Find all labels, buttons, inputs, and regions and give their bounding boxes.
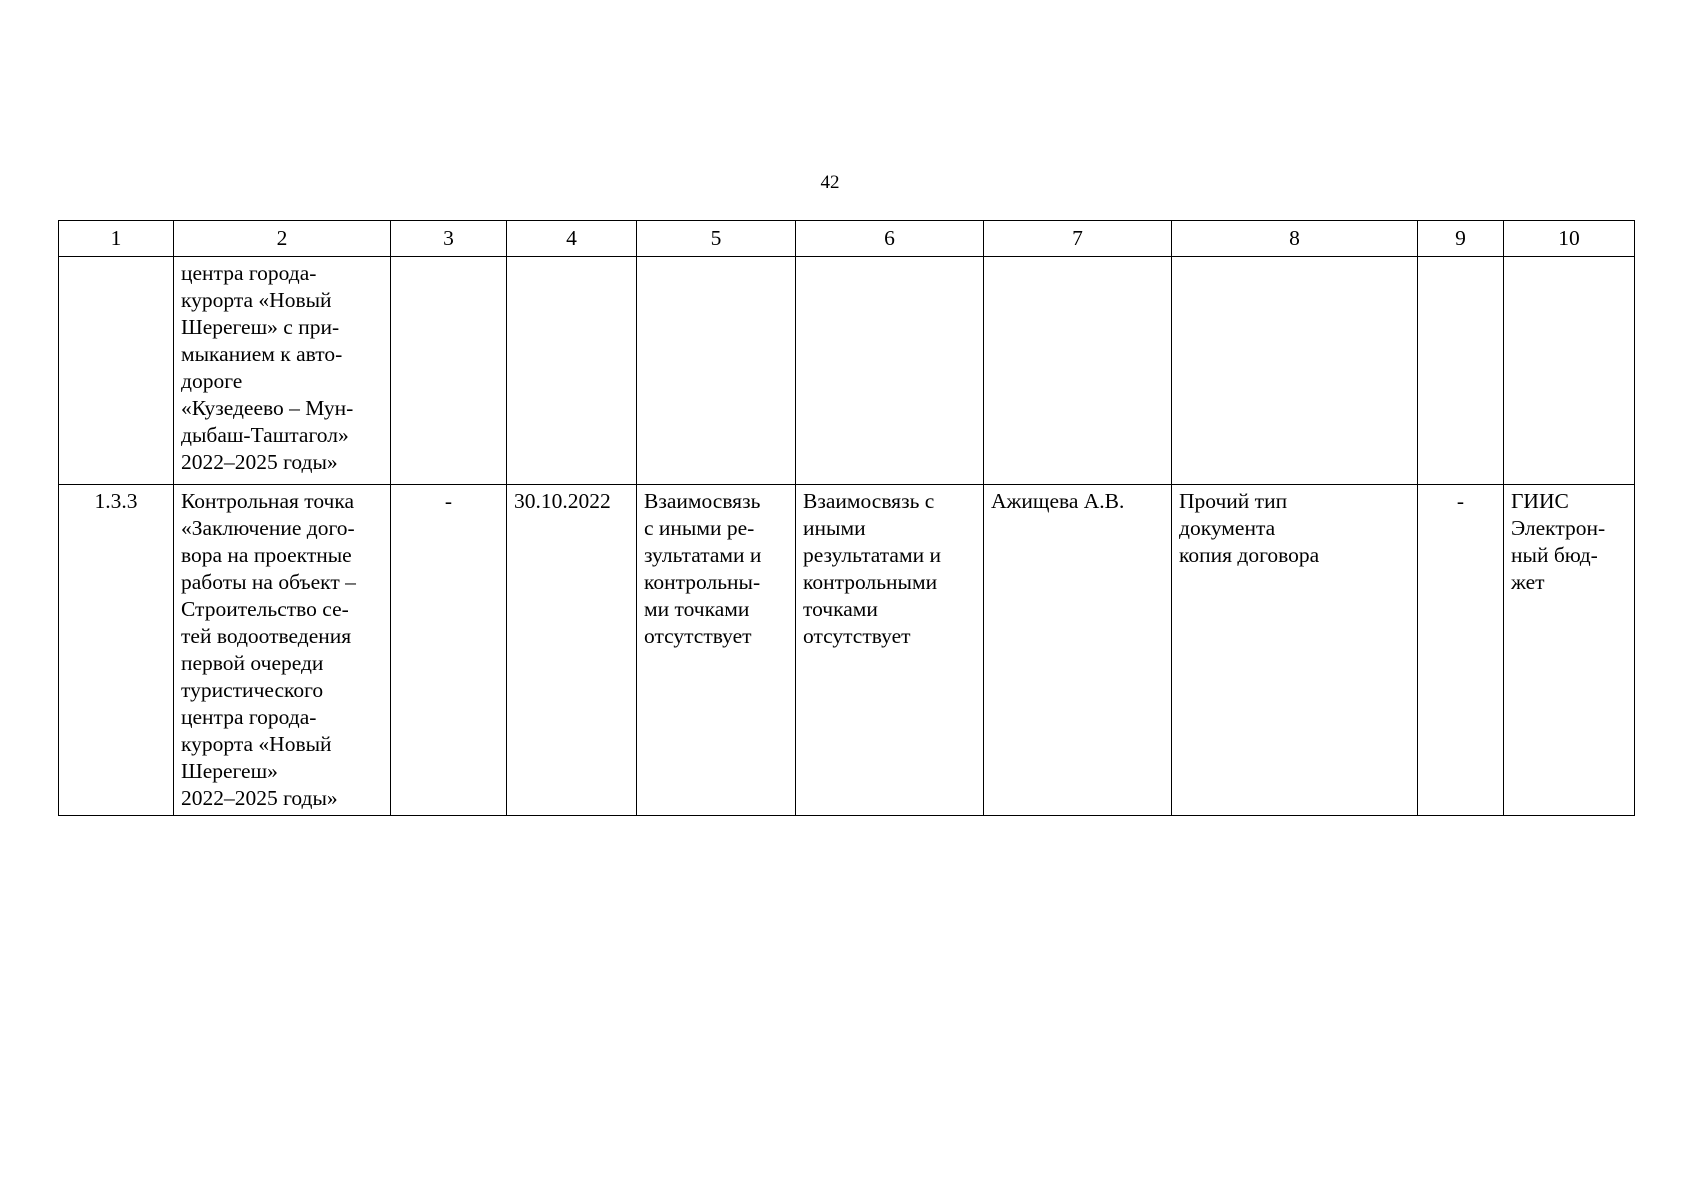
relation-line: Взаимосвязь — [644, 489, 761, 513]
column-header-4: 4 — [507, 221, 637, 257]
description-line: центра города- — [181, 705, 317, 729]
description-line: 2022–2025 годы» — [181, 450, 338, 474]
document-type-line: копия договора — [1179, 543, 1320, 567]
cell-number — [59, 257, 174, 485]
description-line: работы на объект – — [181, 570, 356, 594]
cell-document-type — [1172, 485, 1418, 816]
cell-col9: - — [1418, 485, 1504, 816]
description-line: дыбаш-Таштагол» — [181, 423, 349, 447]
column-header-6: 6 — [796, 221, 984, 257]
document-type-line: Прочий тип — [1179, 489, 1288, 513]
page-number: 42 — [820, 172, 840, 193]
cell-date — [507, 257, 637, 485]
description-line: курорта «Новый — [181, 732, 332, 756]
document-table — [58, 220, 1635, 816]
relation-line: ми точками — [644, 597, 750, 621]
column-header-3: 3 — [391, 221, 507, 257]
description-line: «Заключение дого- — [181, 516, 355, 540]
description-line: дороге — [181, 369, 243, 393]
relation-line: зультатами и — [644, 543, 762, 567]
cell-col6 — [796, 257, 984, 485]
description-line: центра города- — [181, 261, 317, 285]
table-row — [59, 485, 1635, 816]
cell-responsible — [984, 257, 1172, 485]
cell-col6 — [796, 485, 984, 816]
relation-line: отсутствует — [803, 624, 911, 648]
relation-line: точками — [803, 597, 878, 621]
description-line: Шерегеш» — [181, 759, 278, 783]
relation-line: результатами и — [803, 543, 941, 567]
table-row — [59, 257, 1635, 485]
relation-line: отсутствует — [644, 624, 752, 648]
description-line: Контрольная точка — [181, 489, 355, 513]
system-line: жет — [1511, 570, 1545, 594]
description-line: первой очереди — [181, 651, 324, 675]
description-line: туристического — [181, 678, 324, 702]
cell-col9 — [1418, 257, 1504, 485]
cell-col3: - — [391, 485, 507, 816]
column-header-1: 1 — [59, 221, 174, 257]
column-header-8: 8 — [1172, 221, 1418, 257]
relation-line: Взаимосвязь с — [803, 489, 935, 513]
description-line: Шерегеш» с при- — [181, 315, 340, 339]
relation-line: с иными ре- — [644, 516, 755, 540]
relation-line: контрольны- — [644, 570, 761, 594]
column-header-10: 10 — [1504, 221, 1635, 257]
document-type-line: документа — [1179, 516, 1276, 540]
cell-responsible: Ажищева А.В. — [984, 485, 1172, 816]
description-line: Строительство се- — [181, 597, 349, 621]
cell-description — [174, 257, 391, 485]
system-line: ный бюд- — [1511, 543, 1598, 567]
description-line: «Кузедеево – Мун- — [181, 396, 354, 420]
cell-system — [1504, 485, 1635, 816]
system-line: Электрон- — [1511, 516, 1606, 540]
column-header-9: 9 — [1418, 221, 1504, 257]
header-row — [59, 221, 1635, 257]
cell-col3 — [391, 257, 507, 485]
description-line: тей водоотведения — [181, 624, 352, 648]
cell-col5 — [637, 485, 796, 816]
relation-line: контрольными — [803, 570, 938, 594]
cell-system — [1504, 257, 1635, 485]
cell-description — [174, 485, 391, 816]
system-line: ГИИС — [1511, 489, 1569, 513]
cell-col5 — [637, 257, 796, 485]
description-line: 2022–2025 годы» — [181, 786, 338, 810]
column-header-7: 7 — [984, 221, 1172, 257]
column-header-2: 2 — [174, 221, 391, 257]
cell-document-type — [1172, 257, 1418, 485]
description-line: мыканием к авто- — [181, 342, 343, 366]
description-line: курорта «Новый — [181, 288, 332, 312]
column-header-5: 5 — [637, 221, 796, 257]
description-line: вора на проектные — [181, 543, 352, 567]
relation-line: иными — [803, 516, 866, 540]
cell-date: 30.10.2022 — [507, 485, 637, 816]
cell-number: 1.3.3 — [59, 485, 174, 816]
